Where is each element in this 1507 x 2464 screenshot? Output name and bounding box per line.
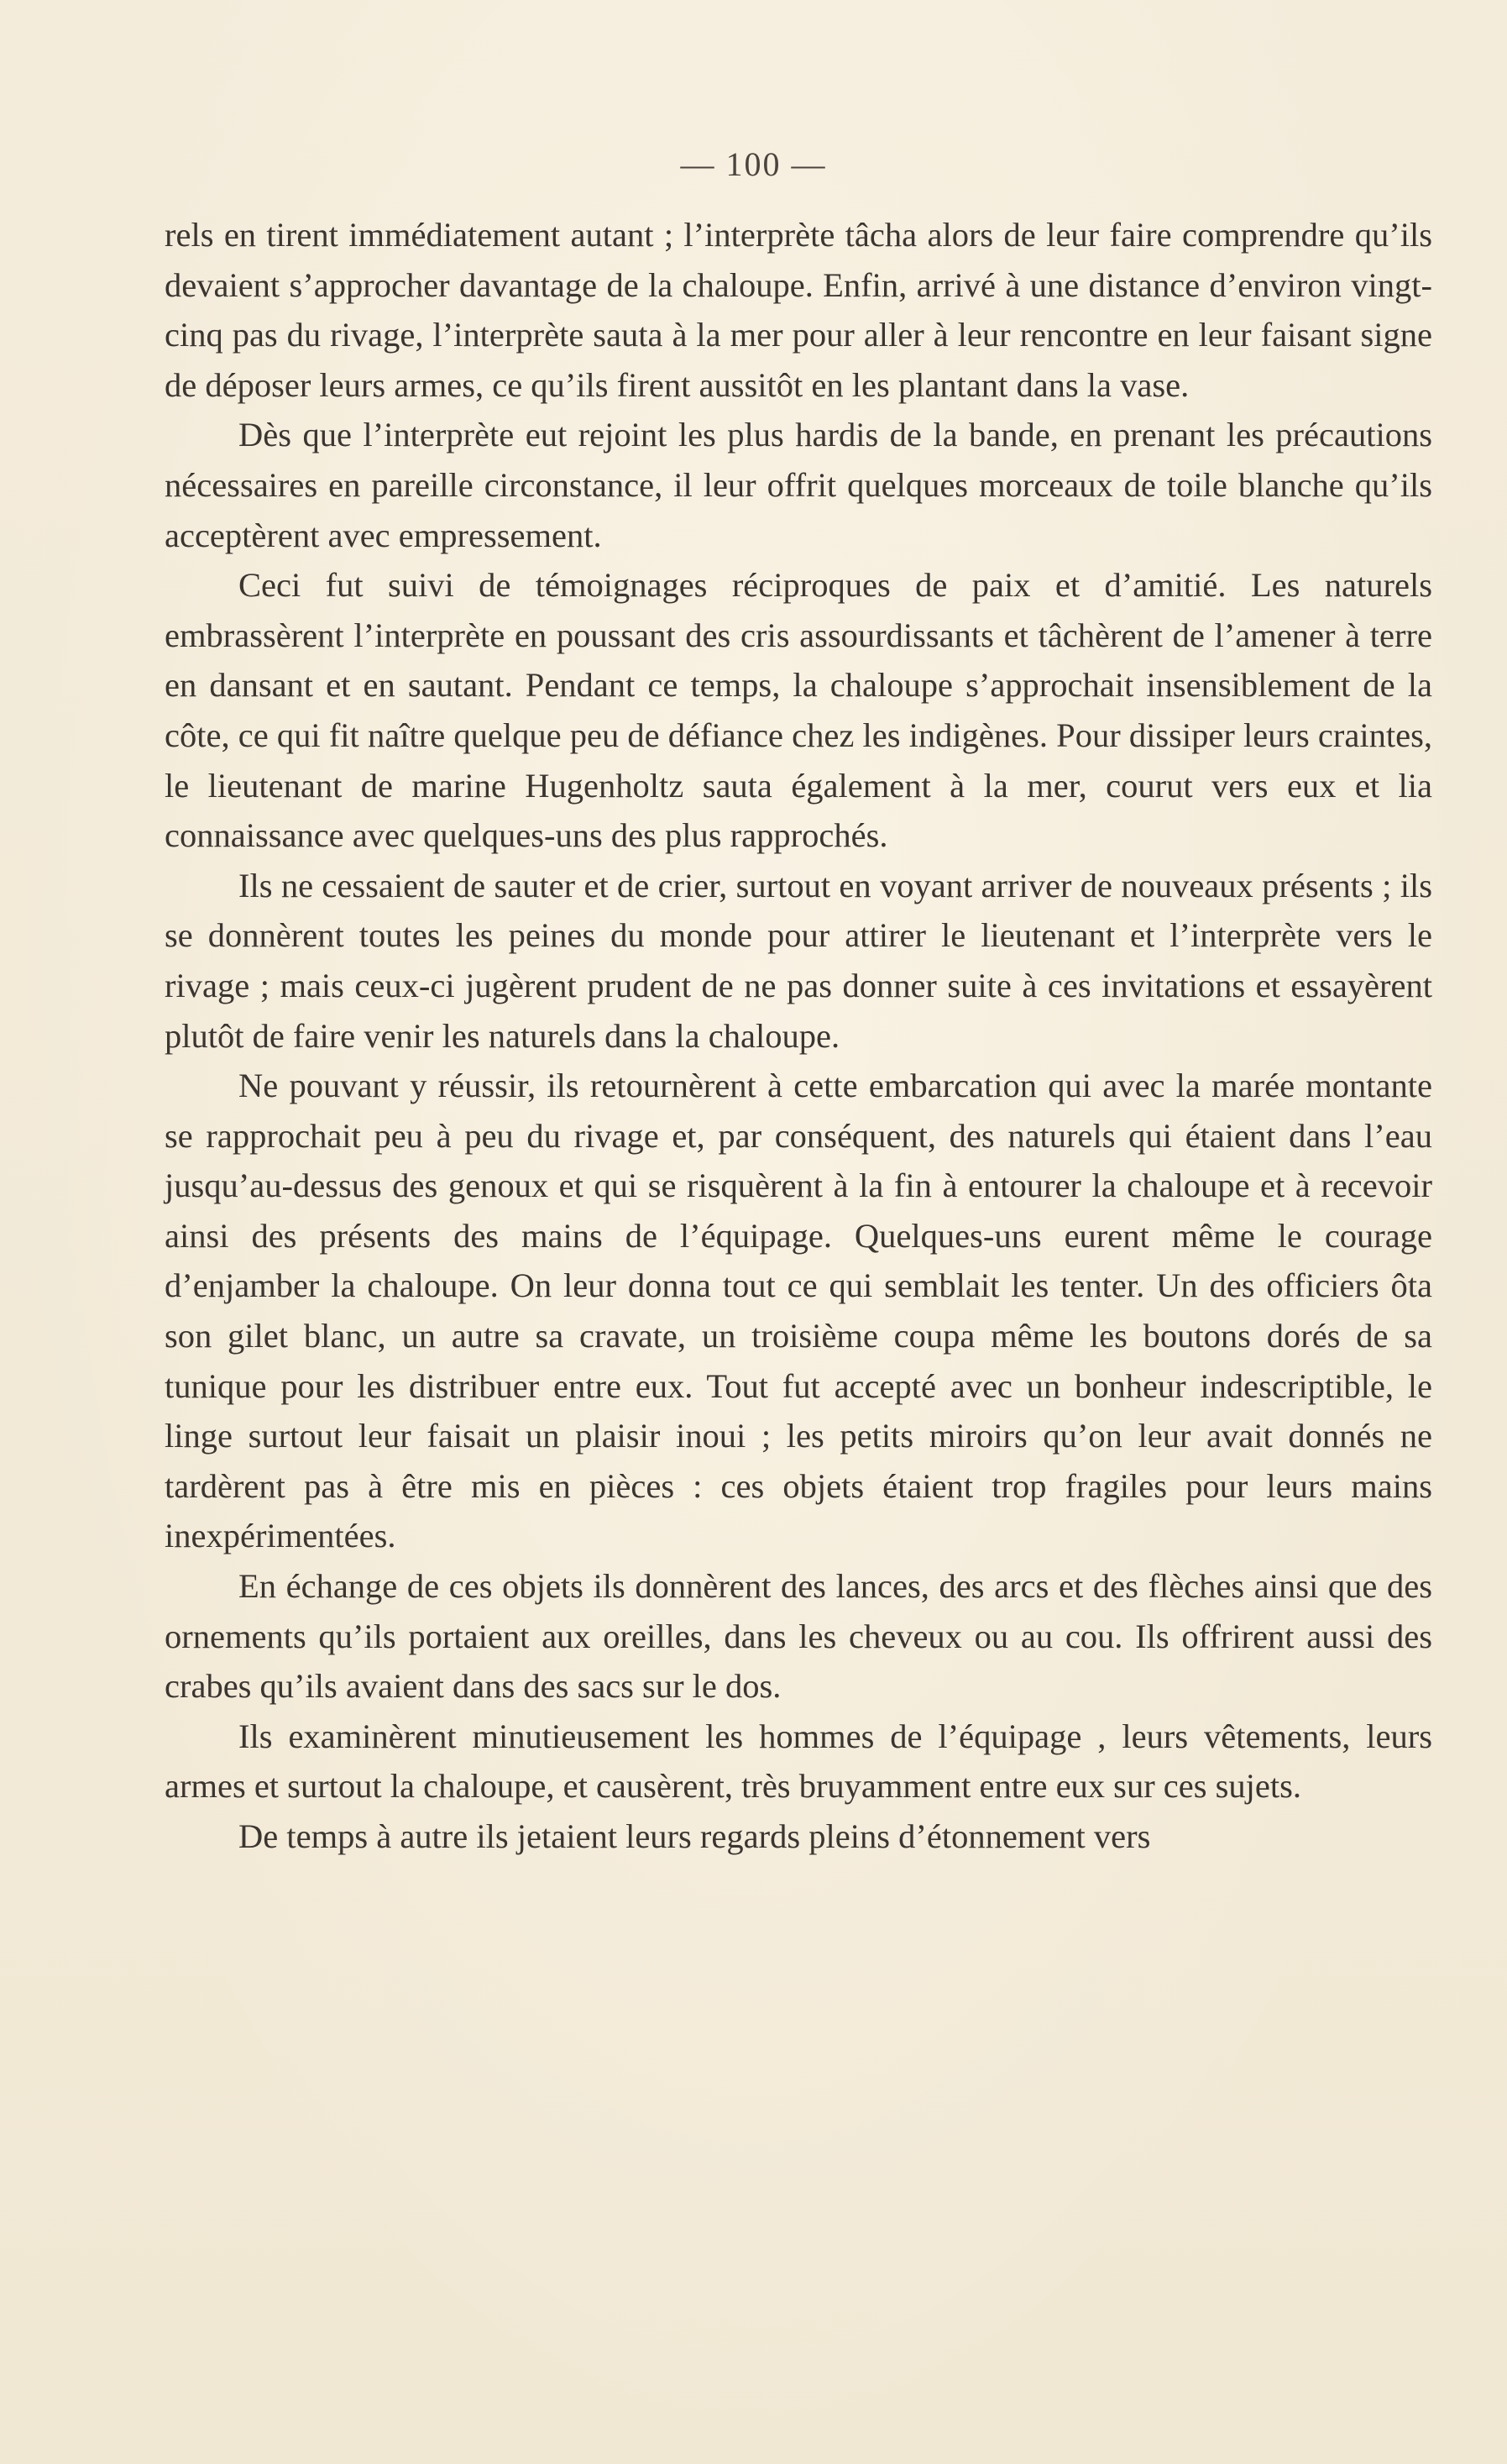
paragraph-1: rels en tirent immédiatement autant ; l’interprète tâcha alors de leur faire comprendre qu’ils devaient s’approcher davantage de la chaloupe. Enfin, arrivé à une distance d’environ vingt-cinq pas du rivage, l’interprète sauta à la mer pour aller à leur rencontre en leur faisant signe de déposer leurs armes, ce qu’ils firent aussitôt en les plantant dans la vase. [165, 216, 1432, 404]
page-number: — 100 — [680, 145, 827, 183]
paragraph-4: Ils ne cessaient de sauter et de crier, surtout en voyant arriver de nouveaux présents ; ils se donnèrent toutes les peines du monde pour attirer le lieutenant et l’interprète vers le rivage ; mais ceux-ci jugèrent prudent de ne pas donner suite à ces invitations et essayèrent plutôt de faire venir les naturels dans la chaloupe. [165, 866, 1432, 1055]
paragraph-3: Ceci fut suivi de témoignages réciproques de paix et d’amitié. Les naturels embrassèrent l’interprète en poussant des cris assourdissants et tâchèrent de l’amener à terre en dansant et en sautant. Pendant ce temps, la chaloupe s’approchait insensiblement de la côte, ce qui fit naître quelque peu de défiance chez les indigènes. Pour dissiper leurs craintes, le lieutenant de marine Hugenholtz sauta également à la mer, courut vers eux et lia connaissance avec quelques-uns des plus rapprochés. [165, 566, 1432, 855]
paragraph-6: En échange de ces objets ils donnèrent des lances, des arcs et des flèches ainsi que des ornements qu’ils portaient aux oreilles, dans les cheveux ou au cou. Ils offrirent aussi des crabes qu’ils avaient dans des sacs sur le dos. [165, 1567, 1432, 1706]
body-text [165, 210, 1432, 1862]
paragraph-5: Ne pouvant y réussir, ils retournèrent à cette embarcation qui avec la marée montante se rapprochait peu à peu du rivage et, par conséquent, des naturels qui étaient dans l’eau jusqu’au-dessus des genoux et qui se risquèrent à la fin à entourer la chaloupe et à recevoir ainsi des présents des mains de l’équipage. Quelques-uns eurent même le courage d’enjamber la chaloupe. On leur donna tout ce qui semblait les tenter. Un des officiers ôta son gilet blanc, un autre sa cravate, un troisième coupa même les boutons dorés de sa tunique pour les distribuer entre eux. Tout fut accepté avec un bonheur indescriptible, le linge surtout leur faisait un plaisir inoui ; les petits miroirs qu’on leur avait donnés ne tardèrent pas à être mis en pièces : ces objets étaient trop fragiles pour leurs mains inexpérimentées. [165, 1067, 1432, 1555]
paragraph-8: De temps à autre ils jetaient leurs regards pleins d’étonnement vers [238, 1817, 1151, 1855]
paragraph-2: Dès que l’interprète eut rejoint les plus hardis de la bande, en prenant les précautions nécessaires en pareille circonstance, il leur offrit quelques morceaux de toile blanche qu’ils acceptèrent avec empressement. [165, 416, 1432, 554]
paragraph-7: Ils examinèrent minutieusement les hommes de l’équipage , leurs vêtements, leurs armes et surtout la chaloupe, et causèrent, très bruyamment entre eux sur ces sujets. [165, 1717, 1432, 1806]
